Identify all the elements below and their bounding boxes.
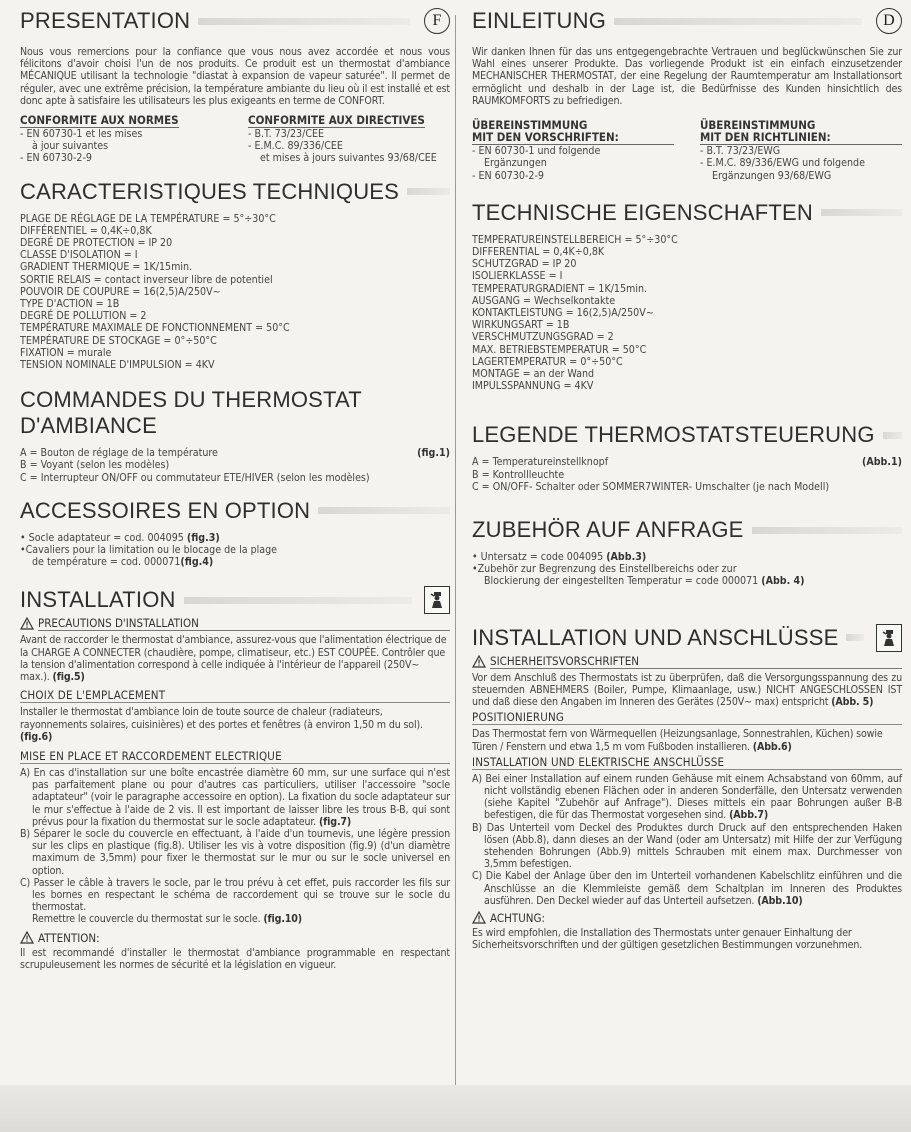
de-inst-c: C) Die Kabel der Anlage über den im Unterteil vorhandenen Kabelschlitz einführen und die Anschlüsse an die Klemmleiste gemäß dem Schaltplan im Inneren des Produktes ausführen. Den Deckel wieder auf das Unterteil aufsetzen. (Abb.10) xyxy=(472,870,902,907)
fr-accessoires-list xyxy=(20,532,450,569)
fr-mise-b: B) Séparer le socle du couvercle en effectuant, à l'aide d'un tournevis, une légère pression sur les clips en plastique (fig.8). Utiliser les vis à votre disposition (fig.9) (d'un diamètre maximum de 3,5mm) pour fixer le thermostat sur le mur ou sur le socle universel en option. xyxy=(20,827,450,877)
fr-presentation-text: Nous vous remercions pour la confiance que vous nous avez accordée et nous vous félicitons d'avoir choisi l'un de nos produits. Ce produit est un thermostat d'ambiance MÉCANIQUE utilisant la technologie "diastat à expansion de vapeur saturée". Il permet de réguler, avec une extrême précision, la température ambiante du lieu où il est installé et est donc apte à satisfaire les utilisateurs les plus exigeants en terme de CONFORT. xyxy=(20,46,450,107)
de-position-text: Das Thermostat fern von Wärmequellen (Heizungsanlage, Sonnestrahlen, Küchen) sowie Türen / Fenstern und etwa 1,5 m vom Fußboden installieren. (Abb.6) xyxy=(472,728,883,753)
fr-tech-line: GRADIENT THERMIQUE = 1K/15min. xyxy=(20,261,193,274)
de-legende-line: C = ON/OFF- Schalter oder SOMMER7WINTER- Umschalter (je nach Modell) xyxy=(472,480,830,493)
de-language-badge: D xyxy=(876,8,902,34)
fr-accessoires-heading: ACCESSOIRES EN OPTION xyxy=(20,498,450,524)
de-tech-line: ISOLIERKLASSE = I xyxy=(472,270,563,283)
fr-tech-line: TENSION NOMINALE D'IMPULSION = 4KV xyxy=(20,359,215,372)
de-zubehoer-heading: ZUBEHÖR AUF ANFRAGE xyxy=(472,517,902,543)
de-sicherheit-text: Vor dem Anschluß des Thermostats ist zu überprüfen, daß die Versorgungsspannung des zu steuernden ABNEHMERS (Boiler, Pumpe, Klimaanlage, usw.) NICHT ANGESCHLOSSEN IST und daß diese den Angaben im Inneren des Gerätes (250V~ max) entspricht (Abb. 5) xyxy=(472,671,902,709)
fr-mise-c2: Remettre le couvercle du thermostat sur le socle. (fig.10) xyxy=(32,913,302,926)
de-richtlinien-line: - E.M.C. 89/336/EWG und folgende xyxy=(700,157,865,170)
fr-conformite xyxy=(20,109,450,165)
de-richtlinien-title: ÜBEREINSTIMMUNG xyxy=(700,118,816,133)
de-vorschriften-line: - EN 60730-1 und folgende xyxy=(472,145,601,158)
fr-tech-line: DEGRÉ DE POLLUTION = 2 xyxy=(20,310,147,323)
de-vorschriften-title: ÜBEREINSTIMMUNG xyxy=(472,118,588,133)
french-column xyxy=(20,8,450,971)
fr-tech-line: POUVOIR DE COUPURE = 16(2,5)A/250V~ xyxy=(20,285,221,298)
installer-icon xyxy=(876,624,902,652)
fr-attention-text: Il est recommandé d'installer le thermostat d'ambiance programmable en respectant scrupuleusement les normes de sécurité et la législation en vigueur. xyxy=(20,946,450,971)
fr-tech-heading: CARACTERISTIQUES TECHNIQUES xyxy=(20,179,450,205)
fr-commandes-list xyxy=(20,447,450,484)
fr-commandes-heading: COMMANDES DU THERMOSTAT D'AMBIANCE xyxy=(20,387,362,439)
fr-language-badge: F xyxy=(424,8,450,34)
fr-normes-line: à jour suivantes xyxy=(32,140,109,153)
de-legende-heading: LEGENDE THERMOSTATSTEUERUNG xyxy=(472,422,902,448)
fr-attention-title: ATTENTION: xyxy=(20,931,450,945)
fr-normes-line: - EN 60730-2-9 xyxy=(20,152,92,165)
fr-directives-title: CONFORMITE AUX DIRECTIVES xyxy=(248,113,425,128)
warning-icon xyxy=(20,931,34,944)
fr-mise-a: A) En cas d'installation sur une boîte encastrée diamètre 60 mm, sur une surface qui n'est pas parfaitement plane ou pour d'autres cas particuliers, utiliser l'accessoire "socle adaptateur" (voir le paragraphe accessoire en option). La fixation du socle adaptateur sur le mur s'effectue à l'aide de 2 vis. Il est important de laisser libre les trous B-B, qui sont prévus pour la fixation du thermostat sur le socle adaptateur. (fig.7) xyxy=(20,766,450,828)
fr-tech-line: TYPE D'ACTION = 1B xyxy=(20,298,120,311)
de-tech-line: DIFFERENTIAL = 0,4K÷0,8K xyxy=(472,246,605,259)
de-legende-line: B = Kontrollleuchte xyxy=(472,468,565,481)
de-tech-line: MAX. BETRIEBSTEMPERATUR = 50°C xyxy=(472,343,647,356)
fr-tech-line: DEGRÉ DE PROTECTION = IP 20 xyxy=(20,237,173,250)
fr-tech-line: FIXATION = murale xyxy=(20,346,112,359)
fr-commandes-line: B = Voyant (selon les modèles) xyxy=(20,459,170,472)
de-tech-line: IMPULSSPANNUNG = 4KV xyxy=(472,380,594,393)
warning-icon xyxy=(20,617,34,630)
fr-commandes-fig: (fig.1) xyxy=(417,447,450,460)
de-tech-heading: TECHNISCHE EIGENSCHAFTEN xyxy=(472,200,902,226)
fr-directives-line: - B.T. 73/23/CEE xyxy=(248,128,325,141)
de-zubehoer-list xyxy=(472,551,902,588)
fr-accessoire-item: • Cavaliers pour la limitation ou le blocage de la plage xyxy=(20,544,450,556)
fr-mise-title: MISE EN PLACE ET RACCORDEMENT ELECTRIQUE xyxy=(20,749,450,764)
fr-choix-title: CHOIX DE L'EMPLACEMENT xyxy=(20,688,450,703)
fr-commandes-line: C = Interrupteur ON/OFF ou commutateur ETE/HIVER (selon les modèles) xyxy=(20,471,370,484)
de-tech-line: AUSGANG = Wechselkontakte xyxy=(472,294,616,307)
de-legende-fig: (Abb.1) xyxy=(862,456,902,469)
fr-tech-line: TEMPÉRATURE DE STOCKAGE = 0°÷50°C xyxy=(20,334,217,347)
de-achtung-text: Es wird empfohlen, die Installation des Thermostats unter genauer Einhaltung der Sicherheitsvorschriften und der gültigen gesetzlichen Bestimmungen vorzunehmen. xyxy=(472,926,863,952)
fr-precautions-title: PRECAUTIONS D'INSTALLATION xyxy=(20,616,450,631)
de-tech-line: VERSCHMUTZUNGSGRAD = 2 xyxy=(472,331,614,344)
installer-icon xyxy=(424,586,450,614)
de-legende-line: A = Temperatureinstellknopf xyxy=(472,456,609,469)
warning-icon xyxy=(472,655,486,668)
de-inst-title: INSTALLATION UND ELEKTRISCHE ANSCHLÜSSE xyxy=(472,755,902,770)
de-richtlinien-line: Ergänzungen 93/68/EWG xyxy=(712,169,832,182)
de-position-title: POSITIONIERUNG xyxy=(472,710,902,725)
warning-icon xyxy=(472,911,486,924)
fr-tech-line: PLAGE DE RÉGLAGE DE LA TEMPÉRATURE = 5°÷30°C xyxy=(20,212,276,225)
de-richtlinien-title2: MIT DEN RICHTLINIEN: xyxy=(700,131,902,145)
fr-tech-line: SORTIE RELAIS = contact inverseur libre de potentiel xyxy=(20,273,273,286)
fr-accessoire-item: • Socle adaptateur = cod. 004095 (fig.3) xyxy=(20,532,450,544)
de-zubehoer-item-cont: Blockierung der eingestellten Temperatur = code 000071 (Abb. 4) xyxy=(484,575,805,588)
de-einleitung-heading: EINLEITUNG D xyxy=(472,8,902,34)
fr-commandes-line: A = Bouton de réglage de la température xyxy=(20,447,218,460)
de-tech-line: LAGERTEMPERATUR = 0°÷50°C xyxy=(472,355,623,368)
de-vorschriften-line: - EN 60730-2-9 xyxy=(472,169,544,182)
de-einleitung-text: Wir danken Ihnen für das uns entgegengebrachte Vertrauen und beglückwünschen Sie zur Wahl eines unserer Produkte. Das vorliegende Produkt ist ein einfach einzusetzender MECHANISCHER THERMOSTAT, der eine Regelung der Raumtemperatur am Installationsort ermöglicht und deshalb in der Lage ist, die Bedürfnisse des Kunden hinsichtlich des RAUMKOMFORTS zu befriedigen. xyxy=(472,46,902,107)
fr-normes-title: CONFORMITE AUX NORMES xyxy=(20,113,179,128)
de-vorschriften-title2: MIT DEN VORSCHRIFTEN: xyxy=(472,131,674,145)
de-tech-list xyxy=(472,234,902,393)
de-legende-list xyxy=(472,456,902,493)
de-tech-line: SCHUTZGRAD = IP 20 xyxy=(472,258,577,271)
fr-installation-heading: INSTALLATION xyxy=(20,586,450,614)
de-inst-b: B) Das Unterteil vom Deckel des Produktes durch Druck auf den entsprechenden Haken lösen (Abb.8), dann dieses an der Wand (oder am Untersatz) mit Hilfe der zur Verfügung stehenden Bohrungen (Abb.9) mittels Schrauben mit einem max. Durchmesser von 3,5mm befestigen. xyxy=(472,821,902,871)
de-inst-a: A) Bei einer Installation auf einem runden Gehäuse mit einem Achsabstand von 60mm, auf nicht vollständig ebenen Flächen oder in anderen Sonderfälle, den Untersatz verwenden (siehe Kapitel "Zubehör auf Anfrage"). Dieses mittels ein paar Bohrungen außer B-B befestigen, die für das Thermostat vorgesehen sind. (Abb.7) xyxy=(472,772,902,822)
fr-directives-line: - E.M.C. 89/336/CEE xyxy=(248,140,343,153)
de-installation-heading: INSTALLATION UND ANSCHLÜSSE xyxy=(472,624,902,652)
de-tech-line: MONTAGE = an der Wand xyxy=(472,368,595,381)
fr-precautions-text: Avant de raccorder le thermostat d'ambiance, assurez-vous que l'alimentation électrique de la CHARGE A CONNECTER (chaudière, pompe, climatiseur, etc.) EST COUPÉE. Contrôler que la tension d'alimentation correspond à celle indiquée à l'intérieur de l'appareil (250V~ max.). (fig.5) xyxy=(20,634,447,684)
fr-normes-line: - EN 60730-1 et les mises xyxy=(20,128,143,141)
fr-presentation-heading: PRESENTATION F xyxy=(20,8,450,34)
page-bottom-edge xyxy=(0,1085,911,1132)
fr-accessoire-item-cont: de température = cod. 000071(fig.4) xyxy=(32,556,214,569)
de-vorschriften-line: Ergänzungen xyxy=(484,157,547,170)
fr-tech-line: CLASSE D'ISOLATION = I xyxy=(20,249,138,262)
de-tech-line: TEMPERATURGRADIENT = 1K/15min. xyxy=(472,282,648,295)
fr-tech-line: TEMPÉRATURE MAXIMALE DE FONCTIONNEMENT = 50°C xyxy=(20,322,290,335)
de-sicherheit-title: SICHERHEITSVORSCHRIFTEN xyxy=(472,654,902,669)
fr-tech-list xyxy=(20,213,450,372)
de-richtlinien-line: - B.T. 73/23/EWG xyxy=(700,145,781,158)
fr-directives-line: et mises à jours suivantes 93/68/CEE xyxy=(260,152,437,165)
de-tech-line: KONTAKTLEISTUNG = 16(2,5)A/250V~ xyxy=(472,307,654,320)
fr-mise-c: C) Passer le câble à travers le socle, par le trou prévu à cet effet, puis raccorder les fils sur les bornes en respectant le schéma de raccordement qui se trouve sur le socle du thermostat. xyxy=(20,876,450,914)
de-tech-line: WIRKUNGSART = 1B xyxy=(472,319,570,332)
column-divider xyxy=(455,15,456,1085)
de-zubehoer-item: • Zubehör zur Begrenzung des Einstellbereichs oder zur xyxy=(472,563,902,575)
de-tech-line: TEMPERATUREINSTELLBEREICH = 5°÷30°C xyxy=(472,233,678,246)
de-achtung-title: ACHTUNG: xyxy=(472,911,902,925)
fr-choix-text: Installer le thermostat d'ambiance loin de toute source de chaleur (radiateurs, rayonnements solaires, cuisinières) et des portes et fenêtres (à environ 1,50 m du sol). (fig.6) xyxy=(20,706,423,743)
de-zubehoer-item: • Untersatz = code 004095 (Abb.3) xyxy=(472,551,902,563)
fr-tech-line: DIFFÉRENTIEL = 0,4K÷0,8K xyxy=(20,224,152,237)
german-column xyxy=(472,8,902,951)
de-uebereinstimmung xyxy=(472,119,902,182)
